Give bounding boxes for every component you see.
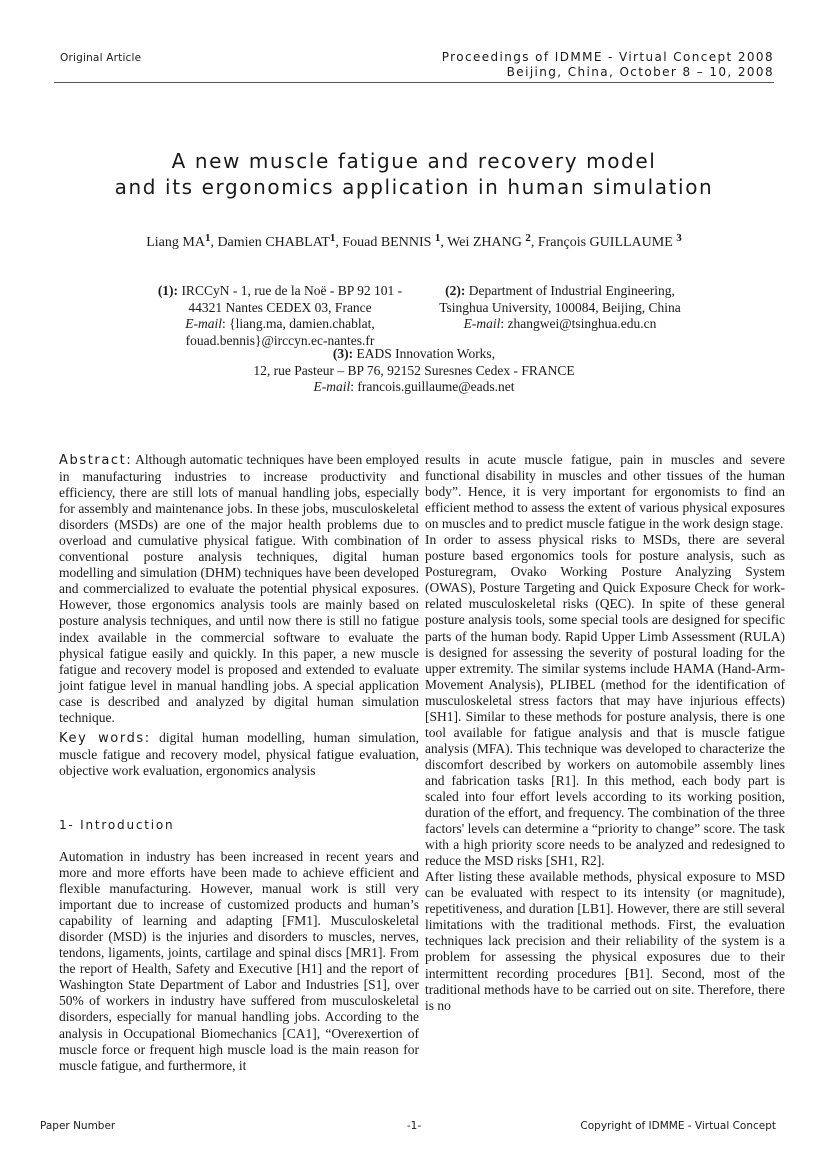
abstract-label: Abstract: (59, 453, 133, 468)
body-paragraph: results in acute muscle fatigue, pain in muscles and severe functional disability in muscles and other tissues of the human body”. Hence, it is very important for ergonomists to find an efficient method to assess the extent of various physical exposures on muscles and to predict muscle fatigue in the work design stage. (425, 452, 785, 532)
affiliation-city: 12, rue Pasteur – BP 76, 92152 Suresnes Cedex - FRANCE (253, 362, 575, 378)
affiliation-address: IRCCyN - 1, rue de la Noë - BP 92 101 - (178, 283, 403, 298)
author-affiliation-mark: 2 (525, 232, 531, 244)
affiliation-address: Department of Industrial Engineering, (465, 283, 675, 298)
author-affiliation-mark: 1 (204, 232, 211, 244)
affiliation-email: : zhangwei@tsinghua.edu.cn (500, 316, 657, 331)
affiliation-email: : {liang.ma, damien.chablat, (222, 316, 375, 331)
author-name: Fouad BENNIS (342, 235, 435, 250)
keywords-text: digital human modelling, human simulation, muscle fatigue and recovery model, physical fatigue evaluation, objective work evaluation, ergonomics analysis (59, 729, 419, 778)
affiliation-number: (1): (157, 283, 179, 298)
body-paragraph: In order to assess physical risks to MSDs, there are several posture based ergonomics tools for posture analysis, such as Posturegram, Ovako Working Posture Analyzing System (OWAS), Posture Targeting and Quick Exposure Check for work-related musculoskeletal risks (QEC). In spite of these general posture analysis tools, some special tools are designed for specific parts of the human body. Rapid Upper Limb Assessment (RULA) is designed for assessing the severity of postural loading for the upper extremity. The similar systems include HAMA (Hand-Arm-Movement Analysis), PLIBEL (method for the identification of musculoskeletal stress factors that may have injurious effects) [SH1]. Similar to these methods for posture analysis, there is one tool available for fatigue analysis and that is muscle fatigue analysis (MFA). This technique was developed to characterize the discomfort described by workers on automobile assembly lines and fabrication tasks [R1]. In this method, each body part is scaled into four effort levels according to its working position, duration of the effort, and frequency. The combination of the three factors' levels can determine a “priority to change” score. The task with a high priority score needs to be analyzed and redesigned to reduce the MSD risks [SH1, R2]. (425, 532, 785, 869)
email-label: E-mail (185, 316, 223, 331)
abstract-text: Although automatic techniques have been employed in manufacturing industries to increase productivity and efficiency, there are still lots of manual handling jobs, especially for assembly and maintenance jobs. In these jobs, musculoskeletal disorders (MSDs) are one of the major health problems due to overload and cumulative physical fatigue. With combination of conventional posture analysis techniques, digital human modelling and simulation (DHM) techniques have been developed and commercialized to evaluate the potential physical exposures. However, those ergonomics analysis tools are mainly based on posture analysis techniques, and until now there is still no fatigue index available in the commercial software to evaluate the physical fatigue easily and quickly. In this paper, a new muscle fatigue and recovery model is proposed and extended to evaluate joint fatigue level in manual handling jobs. A special application case is described and analyzed by digital human simulation technique. (59, 452, 419, 725)
author-affiliation-mark: 1 (329, 232, 336, 244)
proceedings-venue: Beijing, China, October 8 – 10, 2008 (506, 65, 774, 79)
affiliation-number: (2): (445, 283, 466, 298)
header-rule (54, 82, 774, 83)
author-name: Damien CHABLAT (217, 235, 330, 250)
footer-paper-number: Paper Number (40, 1120, 116, 1132)
author-affiliation-mark: 3 (676, 232, 682, 244)
affiliation-3 (0, 346, 828, 396)
author-affiliation-mark: 1 (434, 232, 441, 244)
email-label: E-mail (313, 379, 351, 394)
intro-paragraph: Automation in industry has been increased in recent years and more and more efforts have been made to achieve efficient and flexible manufacturing. However, manual work is still very important due to increase of customized products and human’s capability of learning and adapting [FM1]. Musculoskeletal disorder (MSD) is the injuries and disorders to muscles, nerves, tendons, ligaments, joints, cartilage and spinal discs [MR1]. From the report of Health, Safety and Executive [H1] and the report of Washington State Department of Labor and Industries [S1], over 50% of workers in industry have suffered from musculoskeletal disorders, especially for manual handling jobs. According to the analysis in Occupational Biomechanics [CA1], “Overexertion of muscle force or frequent high muscle load is the main reason for muscle fatigue, and furthermore, it (59, 848, 419, 1073)
author-list: Liang $MA^1$, Damien CHABLAT$^1$, Fouad BENNIS $^1$, Wei ZHANG $^2$, François GUILLAUME $^3$ (146, 232, 682, 250)
title-line-1: A new muscle fatigue and recovery model (171, 149, 657, 173)
affiliation-city: 44321 Nantes CEDEX 03, France (188, 299, 372, 315)
affiliation-address: EADS Innovation Works, (353, 346, 496, 361)
keywords-label: Key words: (59, 730, 151, 746)
affiliation-2 (420, 283, 700, 333)
paper-title (0, 148, 828, 200)
affiliation-number: (3): (332, 346, 354, 361)
body-paragraph: After listing these available methods, physical exposure to MSD can be evaluated with respect to its intensity (or magnitude), repetitiveness, and duration [LB1]. However, there are still several limitations with the traditional methods. First, the evaluation techniques lack precision and their reliability of the system is a problem for assessing the physical exposures due to their intermittent recording procedures [B1]. Second, most of the traditional methods have to be carried out on site. Therefore, there is no (425, 869, 785, 1013)
abstract (59, 452, 419, 726)
article-type-label: Original Article (60, 52, 142, 64)
section-heading-introduction: 1- Introduction (59, 817, 175, 832)
title-line-2: and its ergonomics application in human simulation (114, 175, 714, 199)
affiliation-email: : francois.guillaume@eads.net (350, 379, 515, 394)
author-name: François GUILLAUME (537, 235, 677, 250)
proceedings-name: Proceedings of IDMME - Virtual Concept 2008 (441, 50, 774, 64)
affiliation-email-cont: fouad.bennis}@irccyn.ec-nantes.fr (185, 332, 375, 348)
keywords (59, 730, 419, 779)
proceedings-header (442, 50, 774, 80)
affiliation-city: Tsinghua University, 100084, Beijing, China (439, 299, 681, 315)
author-name: Liang MA (146, 235, 205, 250)
email-label: E-mail (463, 316, 501, 331)
left-column (59, 452, 419, 1074)
footer-copyright: Copyright of IDMME - Virtual Concept (580, 1120, 776, 1132)
right-column (425, 452, 785, 1014)
author-name: Wei ZHANG (447, 235, 526, 250)
affiliation-1 (146, 283, 414, 349)
footer-page-number: -1- (406, 1120, 422, 1132)
